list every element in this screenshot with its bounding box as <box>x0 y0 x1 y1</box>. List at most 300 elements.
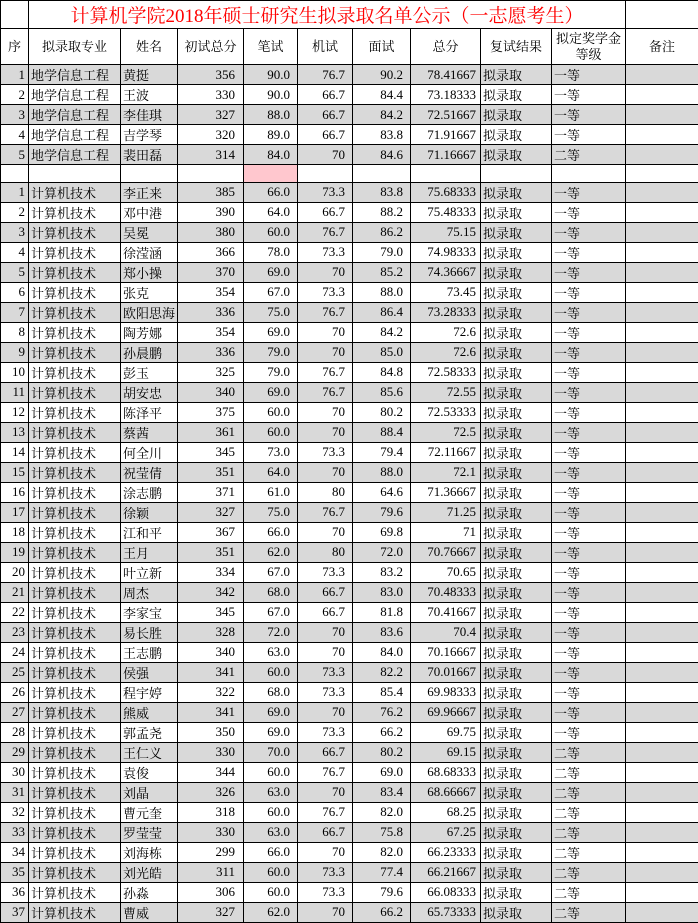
cell-name: 欧阳思海 <box>121 302 178 322</box>
cell-total: 74.36667 <box>411 262 481 282</box>
title-right-empty-cell <box>626 1 698 29</box>
cell-remark <box>626 262 698 282</box>
cell-machine: 66.7 <box>298 125 353 145</box>
table-row <box>1 822 698 842</box>
cell-remark <box>626 522 698 542</box>
cell-seq: 32 <box>1 802 29 822</box>
cell-machine: 70 <box>298 622 353 642</box>
cell-major: 计算机技术 <box>29 562 121 582</box>
cell-result: 拟录取 <box>481 842 552 862</box>
table-row <box>1 642 698 662</box>
cell-name: 蔡茜 <box>121 422 178 442</box>
cell-initial: 345 <box>178 602 244 622</box>
cell-machine <box>298 165 353 183</box>
cell-machine: 73.3 <box>298 282 353 302</box>
cell-major: 计算机技术 <box>29 762 121 782</box>
cell-result: 拟录取 <box>481 182 552 202</box>
cell-remark <box>626 742 698 762</box>
table-row <box>1 382 698 402</box>
cell-remark <box>626 482 698 502</box>
cell-remark <box>626 762 698 782</box>
cell-total: 65.73333 <box>411 902 481 922</box>
cell-total: 68.66667 <box>411 782 481 802</box>
cell-seq: 18 <box>1 522 29 542</box>
cell-total: 70.76667 <box>411 542 481 562</box>
table-row <box>1 65 698 85</box>
cell-machine: 73.3 <box>298 562 353 582</box>
cell-initial: 367 <box>178 522 244 542</box>
cell-name: 吉学琴 <box>121 125 178 145</box>
cell-machine: 76.7 <box>298 222 353 242</box>
cell-scholarship: 一等 <box>552 482 626 502</box>
cell-seq: 25 <box>1 662 29 682</box>
cell-written: 66.0 <box>244 522 298 542</box>
cell-initial: 330 <box>178 822 244 842</box>
cell-scholarship: 一等 <box>552 182 626 202</box>
cell-initial: 375 <box>178 402 244 422</box>
cell-major: 计算机技术 <box>29 782 121 802</box>
cell-scholarship: 一等 <box>552 125 626 145</box>
cell-result: 拟录取 <box>481 582 552 602</box>
cell-seq: 3 <box>1 222 29 242</box>
cell-interview <box>353 165 411 183</box>
cell-initial: 350 <box>178 722 244 742</box>
cell-name: 裴田磊 <box>121 145 178 165</box>
table-row <box>1 222 698 242</box>
cell-major: 计算机技术 <box>29 842 121 862</box>
col-header-name: 姓名 <box>121 29 178 65</box>
cell-remark <box>626 882 698 902</box>
cell-seq: 30 <box>1 762 29 782</box>
cell-result: 拟录取 <box>481 882 552 902</box>
cell-seq: 31 <box>1 782 29 802</box>
cell-interview: 86.4 <box>353 302 411 322</box>
cell-scholarship: 一等 <box>552 442 626 462</box>
cell-result: 拟录取 <box>481 482 552 502</box>
cell-initial: 336 <box>178 302 244 322</box>
cell-name: 孙晨鹏 <box>121 342 178 362</box>
cell-seq: 35 <box>1 862 29 882</box>
cell-initial: 322 <box>178 682 244 702</box>
table-row <box>1 282 698 302</box>
cell-interview: 83.4 <box>353 782 411 802</box>
table-row <box>1 762 698 782</box>
cell-remark <box>626 342 698 362</box>
cell-major: 计算机技术 <box>29 822 121 842</box>
cell-interview: 85.4 <box>353 682 411 702</box>
cell-scholarship: 二等 <box>552 822 626 842</box>
table-row <box>1 422 698 442</box>
table-row <box>1 145 698 165</box>
cell-name: 胡安忠 <box>121 382 178 402</box>
cell-major: 计算机技术 <box>29 222 121 242</box>
cell-name: 曹元奎 <box>121 802 178 822</box>
cell-written: 70.0 <box>244 742 298 762</box>
cell-written: 63.0 <box>244 642 298 662</box>
cell-result: 拟录取 <box>481 65 552 85</box>
cell-initial: 311 <box>178 862 244 882</box>
cell-major: 地学信息工程 <box>29 65 121 85</box>
cell-initial: 361 <box>178 422 244 442</box>
cell-result: 拟录取 <box>481 722 552 742</box>
cell-machine: 70 <box>298 145 353 165</box>
cell-name: 何全川 <box>121 442 178 462</box>
cell-name: 刘海栋 <box>121 842 178 862</box>
separator-row <box>1 165 698 183</box>
cell-result: 拟录取 <box>481 702 552 722</box>
cell-major: 计算机技术 <box>29 342 121 362</box>
cell-scholarship: 一等 <box>552 702 626 722</box>
cell-major: 计算机技术 <box>29 302 121 322</box>
cell-result: 拟录取 <box>481 402 552 422</box>
cell-initial: 318 <box>178 802 244 822</box>
cell-scholarship: 一等 <box>552 722 626 742</box>
cell-total: 72.5 <box>411 422 481 442</box>
cell-interview: 72.0 <box>353 542 411 562</box>
cell-machine: 70 <box>298 402 353 422</box>
cell-scholarship: 一等 <box>552 85 626 105</box>
cell-total: 69.15 <box>411 742 481 762</box>
cell-remark <box>626 442 698 462</box>
cell-interview: 80.2 <box>353 742 411 762</box>
cell-machine: 73.3 <box>298 682 353 702</box>
cell-initial: 370 <box>178 262 244 282</box>
cell-name: 叶立新 <box>121 562 178 582</box>
cell-total: 73.18333 <box>411 85 481 105</box>
cell-result: 拟录取 <box>481 562 552 582</box>
cell-initial: 328 <box>178 622 244 642</box>
cell-major: 计算机技术 <box>29 882 121 902</box>
cell-major: 计算机技术 <box>29 402 121 422</box>
cell-interview: 77.4 <box>353 862 411 882</box>
cell-written: 89.0 <box>244 125 298 145</box>
cell-remark <box>626 722 698 742</box>
cell-machine: 70 <box>298 902 353 922</box>
cell-name: 袁俊 <box>121 762 178 782</box>
cell-seq: 7 <box>1 302 29 322</box>
cell-initial: 366 <box>178 242 244 262</box>
cell-interview: 88.2 <box>353 202 411 222</box>
cell-machine: 73.3 <box>298 242 353 262</box>
cell-remark <box>626 682 698 702</box>
cell-remark <box>626 582 698 602</box>
cell-remark <box>626 782 698 802</box>
cell-major: 计算机技术 <box>29 362 121 382</box>
table-row <box>1 502 698 522</box>
cell-remark <box>626 502 698 522</box>
cell-major: 地学信息工程 <box>29 125 121 145</box>
cell-interview: 84.4 <box>353 85 411 105</box>
cell-total: 74.98333 <box>411 242 481 262</box>
cell-initial: 380 <box>178 222 244 242</box>
cell-remark <box>626 125 698 145</box>
table-row <box>1 602 698 622</box>
cell-interview: 84.6 <box>353 145 411 165</box>
cell-total: 66.23333 <box>411 842 481 862</box>
cell-result: 拟录取 <box>481 282 552 302</box>
cell-seq: 23 <box>1 622 29 642</box>
cell-major: 计算机技术 <box>29 382 121 402</box>
cell-written: 61.0 <box>244 482 298 502</box>
cell-seq: 4 <box>1 125 29 145</box>
cell-initial: 330 <box>178 85 244 105</box>
cell-major: 计算机技术 <box>29 722 121 742</box>
cell-result: 拟录取 <box>481 862 552 882</box>
cell-major: 计算机技术 <box>29 482 121 502</box>
cell-initial: 340 <box>178 382 244 402</box>
cell-total: 68.25 <box>411 802 481 822</box>
cell-major: 计算机技术 <box>29 422 121 442</box>
cell-name: 刘光皓 <box>121 862 178 882</box>
cell-written: 88.0 <box>244 105 298 125</box>
cell-seq: 17 <box>1 502 29 522</box>
table-row <box>1 782 698 802</box>
table-row <box>1 85 698 105</box>
cell-result: 拟录取 <box>481 125 552 145</box>
cell-major: 计算机技术 <box>29 622 121 642</box>
cell-written: 69.0 <box>244 322 298 342</box>
cell-result: 拟录取 <box>481 302 552 322</box>
header-row <box>1 29 698 65</box>
table-row <box>1 322 698 342</box>
cell-scholarship: 一等 <box>552 105 626 125</box>
cell-machine: 66.7 <box>298 202 353 222</box>
table-row <box>1 622 698 642</box>
cell-interview: 83.8 <box>353 125 411 145</box>
cell-written: 79.0 <box>244 362 298 382</box>
cell-machine: 76.7 <box>298 762 353 782</box>
cell-initial: 371 <box>178 482 244 502</box>
cell-interview: 82.0 <box>353 802 411 822</box>
cell-interview: 82.2 <box>353 662 411 682</box>
cell-initial: 356 <box>178 65 244 85</box>
cell-seq: 11 <box>1 382 29 402</box>
cell-name: 黄挺 <box>121 65 178 85</box>
cell-machine: 70 <box>298 642 353 662</box>
cell-total: 71.25 <box>411 502 481 522</box>
cell-remark <box>626 85 698 105</box>
cell-interview: 84.0 <box>353 642 411 662</box>
cell-remark <box>626 642 698 662</box>
cell-scholarship: 一等 <box>552 422 626 442</box>
cell-result: 拟录取 <box>481 602 552 622</box>
table-row <box>1 722 698 742</box>
cell-scholarship: 二等 <box>552 742 626 762</box>
table-row <box>1 182 698 202</box>
cell-result: 拟录取 <box>481 242 552 262</box>
cell-remark <box>626 362 698 382</box>
cell-written: 75.0 <box>244 302 298 322</box>
cell-machine: 76.7 <box>298 362 353 382</box>
cell-seq: 6 <box>1 282 29 302</box>
cell-total: 71.91667 <box>411 125 481 145</box>
cell-interview: 86.2 <box>353 222 411 242</box>
cell-machine: 66.7 <box>298 742 353 762</box>
cell-major: 计算机技术 <box>29 462 121 482</box>
cell-written: 69.0 <box>244 262 298 282</box>
cell-major: 计算机技术 <box>29 202 121 222</box>
table-row <box>1 662 698 682</box>
cell-interview: 79.6 <box>353 502 411 522</box>
cell-initial: 336 <box>178 342 244 362</box>
cell-machine: 76.7 <box>298 65 353 85</box>
cell-scholarship: 一等 <box>552 522 626 542</box>
cell-seq: 19 <box>1 542 29 562</box>
cell-scholarship: 一等 <box>552 582 626 602</box>
cell-seq: 5 <box>1 262 29 282</box>
cell-machine: 73.3 <box>298 722 353 742</box>
cell-total: 69.96667 <box>411 702 481 722</box>
cell-name: 王波 <box>121 85 178 105</box>
cell-result: 拟录取 <box>481 642 552 662</box>
cell-result: 拟录取 <box>481 822 552 842</box>
cell-remark <box>626 602 698 622</box>
cell-total: 72.1 <box>411 462 481 482</box>
cell-major: 计算机技术 <box>29 242 121 262</box>
cell-name: 徐滢涵 <box>121 242 178 262</box>
cell-written: 67.0 <box>244 562 298 582</box>
cell-machine: 73.3 <box>298 182 353 202</box>
cell-written: 60.0 <box>244 402 298 422</box>
cell-scholarship: 一等 <box>552 65 626 85</box>
cell-machine: 70 <box>298 262 353 282</box>
cell-written: 69.0 <box>244 702 298 722</box>
cell-result: 拟录取 <box>481 105 552 125</box>
col-header-major: 拟录取专业 <box>29 29 121 65</box>
cell-name: 吴冕 <box>121 222 178 242</box>
cell-total: 75.48333 <box>411 202 481 222</box>
cell-machine: 70 <box>298 842 353 862</box>
cell-result: 拟录取 <box>481 382 552 402</box>
col-header-result: 复试结果 <box>481 29 552 65</box>
cell-interview: 90.2 <box>353 65 411 85</box>
table-row <box>1 542 698 562</box>
cell-remark <box>626 145 698 165</box>
cell-total: 72.6 <box>411 322 481 342</box>
cell-major: 计算机技术 <box>29 642 121 662</box>
cell-name: 李家宝 <box>121 602 178 622</box>
cell-seq: 36 <box>1 882 29 902</box>
cell-scholarship: 一等 <box>552 642 626 662</box>
cell-scholarship: 一等 <box>552 282 626 302</box>
cell-machine: 70 <box>298 422 353 442</box>
cell-interview: 81.8 <box>353 602 411 622</box>
cell-remark <box>626 662 698 682</box>
cell-result: 拟录取 <box>481 662 552 682</box>
cell-major: 计算机技术 <box>29 522 121 542</box>
cell-total: 71.16667 <box>411 145 481 165</box>
cell-seq: 13 <box>1 422 29 442</box>
cell-name: 江和平 <box>121 522 178 542</box>
cell-machine: 66.7 <box>298 105 353 125</box>
cell-interview: 64.6 <box>353 482 411 502</box>
cell-remark <box>626 542 698 562</box>
cell-scholarship: 一等 <box>552 342 626 362</box>
cell-remark <box>626 242 698 262</box>
cell-result: 拟录取 <box>481 762 552 782</box>
cell-result: 拟录取 <box>481 262 552 282</box>
cell-written: 84.0 <box>244 145 298 165</box>
cell-written: 68.0 <box>244 582 298 602</box>
cell-initial: 354 <box>178 322 244 342</box>
cell-seq: 2 <box>1 202 29 222</box>
cell-initial: 344 <box>178 762 244 782</box>
cell-scholarship: 一等 <box>552 662 626 682</box>
cell-interview: 85.6 <box>353 382 411 402</box>
cell-remark <box>626 302 698 322</box>
cell-written: 60.0 <box>244 222 298 242</box>
cell-written: 90.0 <box>244 85 298 105</box>
cell-total: 66.21667 <box>411 862 481 882</box>
cell-written: 66.0 <box>244 842 298 862</box>
cell-interview: 83.2 <box>353 562 411 582</box>
cell-name: 徐颖 <box>121 502 178 522</box>
cell-scholarship: 一等 <box>552 622 626 642</box>
cell-seq: 3 <box>1 105 29 125</box>
cell-written: 69.0 <box>244 722 298 742</box>
cell-name: 邓中港 <box>121 202 178 222</box>
table-row <box>1 902 698 922</box>
cell-name: 王月 <box>121 542 178 562</box>
cell-written: 90.0 <box>244 65 298 85</box>
cell-seq: 22 <box>1 602 29 622</box>
cell-remark <box>626 202 698 222</box>
cell-name: 涂志鹏 <box>121 482 178 502</box>
cell-seq: 5 <box>1 145 29 165</box>
cell-scholarship: 一等 <box>552 322 626 342</box>
table-row <box>1 402 698 422</box>
col-header-interview: 面试 <box>353 29 411 65</box>
cell-written: 64.0 <box>244 202 298 222</box>
cell-initial: 341 <box>178 702 244 722</box>
cell-total: 70.01667 <box>411 662 481 682</box>
cell-written: 73.0 <box>244 442 298 462</box>
cell-written: 60.0 <box>244 422 298 442</box>
cell-major: 计算机技术 <box>29 542 121 562</box>
cell-scholarship: 一等 <box>552 502 626 522</box>
cell-remark <box>626 182 698 202</box>
cell-result <box>481 165 552 183</box>
cell-initial: 354 <box>178 282 244 302</box>
cell-interview: 82.0 <box>353 842 411 862</box>
cell-scholarship: 一等 <box>552 202 626 222</box>
cell-machine: 70 <box>298 322 353 342</box>
cell-interview: 80.2 <box>353 402 411 422</box>
cell-name: 陈泽平 <box>121 402 178 422</box>
cell-interview: 79.6 <box>353 882 411 902</box>
cell-written: 67.0 <box>244 602 298 622</box>
cell-interview: 79.0 <box>353 242 411 262</box>
cell-remark <box>626 422 698 442</box>
cell-machine: 80 <box>298 542 353 562</box>
cell-initial: 385 <box>178 182 244 202</box>
cell-seq: 8 <box>1 322 29 342</box>
cell-machine: 76.7 <box>298 802 353 822</box>
cell-written: 72.0 <box>244 622 298 642</box>
cell-major: 计算机技术 <box>29 262 121 282</box>
cell-written: 63.0 <box>244 782 298 802</box>
cell-scholarship: 二等 <box>552 862 626 882</box>
cell-remark <box>626 282 698 302</box>
cell-interview: 79.4 <box>353 442 411 462</box>
cell-total: 69.75 <box>411 722 481 742</box>
cell-scholarship: 一等 <box>552 302 626 322</box>
cell-written: 60.0 <box>244 882 298 902</box>
cell-machine: 73.3 <box>298 882 353 902</box>
page-title: 计算机学院2018年硕士研究生拟录取名单公示（一志愿考生） <box>29 1 626 29</box>
cell-machine: 70 <box>298 462 353 482</box>
cell-major: 计算机技术 <box>29 502 121 522</box>
